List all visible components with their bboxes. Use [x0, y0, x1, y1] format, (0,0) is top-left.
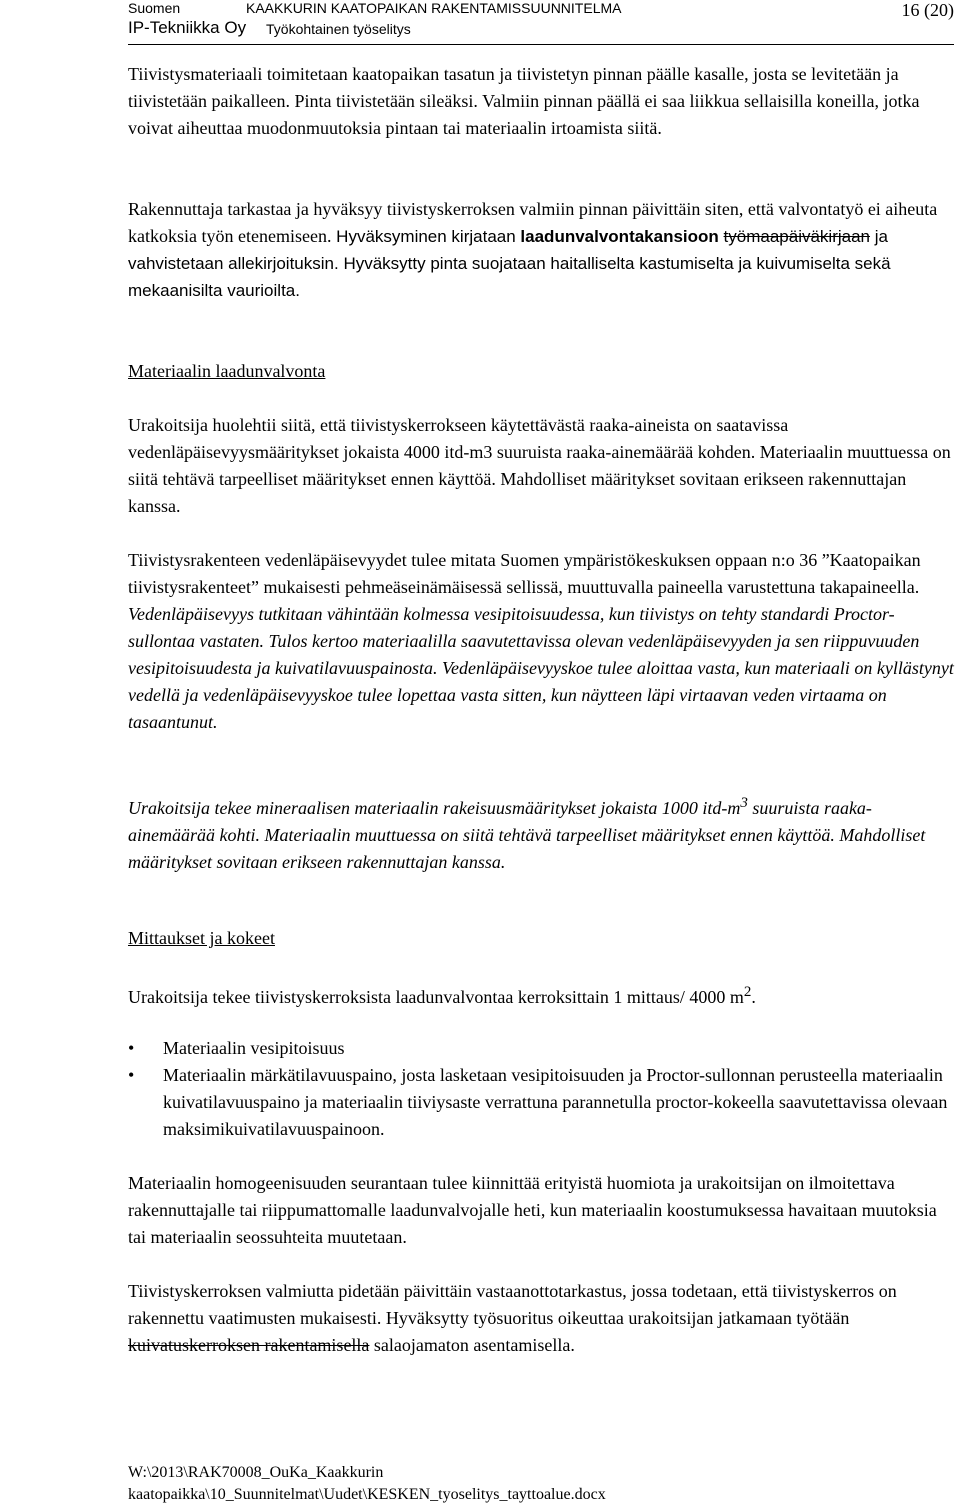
grain-superscript: 3 — [740, 795, 748, 811]
header-subtitle: Työkohtainen työselitys — [266, 21, 411, 37]
acceptance-text: Tiivistyskerroksen valmiutta pidetään päivittäin vastaanottotarkastus, jossa todetaan, että tiivistyskerros on rakennettu vaatimusten mukaisesti. Hyväksytty työsuoritus oikeuttaa urakoitsijan jatkamaan työtään — [128, 1281, 897, 1328]
list-item: • Materiaalin märkätilavuuspaino, josta lasketaan vesipitoisuuden ja Proctor-sullonnan perusteella materiaalin kuivatilavuuspaino ja materiaalin tiiviysaste verrattuna parannetulla proctor-kokeella saavutettavissa olevaan maksimikuivatilavuuspainoon. — [128, 1062, 958, 1143]
paragraph-placement: Tiivistysmateriaali toimitetaan kaatopaikan tasatun ja tiivistetyn pinnan päälle kasalle, josta se levitetään ja tiivistetään paikalleen. Pinta tiivistetään sileäksi. Valmiin pinnan päällä ei saa liikkua sellaisilla koneilla, jotka voivat aiheuttaa muodonmuutoksia pintaan tai materiaalin irtoamista siitä. — [128, 64, 920, 138]
page-footer — [128, 1462, 606, 1506]
bullet-icon: • — [128, 1065, 135, 1085]
acceptance-continuation: salaojamaton asentamisella. — [369, 1335, 575, 1355]
header-company: IP-Tekniikka Oy — [128, 18, 247, 37]
footer-path-line-2: kaatopaikka\10_Suunnitelmat\Uudet\KESKEN_tyoselitys_tayttoalue.docx — [128, 1486, 606, 1503]
frequency-text: Urakoitsija tekee tiivistyskerroksista laadunvalvontaa kerroksittain 1 mittaus/ 4000 m — [128, 987, 744, 1007]
approval-text: Rakennuttaja tarkastaa ja hyväksyy tiivistyskerroksen valmiin pinnan päivittäin siten, että valvontatyö ei aiheuta katkoksia työn etenemiseen. — [128, 199, 938, 246]
approval-record-text: Hyväksyminen kirjataan — [331, 227, 521, 246]
page-number: 16 (20) — [901, 0, 954, 20]
heading-material-quality: Materiaalin laadunvalvonta — [128, 361, 326, 381]
footer-path-line-1: W:\2013\RAK70008_OuKa_Kaakkurin — [128, 1464, 384, 1481]
grain-text: Urakoitsija tekee mineraalisen materiaalin rakeisuusmääritykset jokaista 1000 itd-m — [128, 798, 741, 818]
paragraph-measurement-frequency — [128, 979, 958, 1011]
paragraph-grain-size — [128, 790, 958, 876]
measurement-list — [128, 1035, 958, 1143]
header-org: Suomen — [128, 0, 181, 16]
list-item: • Materiaalin vesipitoisuus — [128, 1035, 958, 1062]
grain-continuation: suuruista raaka-ainemäärää kohti. Materiaalin muuttuessa on siitä tehtävä tarpeelliset määritykset ennen käyttöä. Mahdolliset määritykset sovitaan erikseen rakennuttajan kanssa. — [128, 798, 926, 872]
paragraph-approval — [128, 196, 958, 304]
bullet-icon: • — [128, 1038, 135, 1058]
paragraph-acceptance — [128, 1278, 958, 1359]
frequency-end: . — [751, 987, 756, 1007]
page-header — [128, 0, 954, 45]
deleted-diary-text: työmaapäiväkirjaan — [723, 227, 871, 246]
header-title: KAAKKURIN KAATOPAIKAN RAKENTAMISSUUNNITELMA — [246, 0, 622, 16]
paragraph-homogeneity: Materiaalin homogeenisuuden seurantaan tulee kiinnittää erityistä huomiota ja urakoitsijan on ilmoitettava rakennuttajalle tai riippumattomalle laadunvalvojalle heti, kun materiaalin koostumuksessa havaitaan muutoksia tai materiaalin seossuhteita muutetaan. — [128, 1173, 937, 1247]
approval-folder: laadunvalvontakansioon — [520, 227, 719, 246]
deleted-drainage-text: kuivatuskerroksen rakentamisella — [128, 1335, 370, 1355]
paragraph-permeability-method — [128, 547, 958, 736]
method-italic-text: Vedenläpäisevyys tutkitaan vähintään kolmessa vesipitoisuudessa, kun tiivistys on tehty standardi Proctor-sullontaa vastaten. Tulos kertoo materiaalilla saavutettavissa olevan vedenläpäisevyyden ja sen riippuvuuden vesipitoisuudesta ja kuivatilavuuspainosta. Vedenläpäisevyyskoe tulee aloittaa vasta, kun materiaali on kyllästynyt vedellä ja vedenläpäisevyyskoe tulee lopettaa vasta sitten, kun näytteen läpi virtaavan veden virtaama on tasaantunut. — [128, 604, 954, 732]
paragraph-permeability-tests: Urakoitsija huolehtii siitä, että tiivistyskerrokseen käytettävästä raaka-aineista on saatavissa vedenläpäisevyysmääritykset jokaista 4000 itd-m3 suuruista raaka-ainemäärää kohden. Materiaalin muuttuessa on siitä tehtävä tarpeelliset määritykset ennen käyttöä. Mahdolliset määritykset sovitaan erikseen rakennuttajan kanssa. — [128, 415, 951, 516]
method-text: Tiivistysrakenteen vedenläpäisevyydet tulee mitata Suomen ympäristökeskuksen oppaan n:o 36 ”Kaatopaikan tiivistysrakenteet” mukaisesti pehmeäseinämäisessä sellissä, muuttuvalla paineella varustettuna takapaineella. — [128, 550, 921, 597]
frequency-superscript: 2 — [743, 984, 752, 1000]
heading-measurements: Mittaukset ja kokeet — [128, 928, 275, 948]
approval-continuation: ja vahvistetaan allekirjoituksin. Hyväksytty pinta suojataan haitalliselta kastumiselta ja kuivumiselta sekä mekaanisilta vaurioilta. — [128, 227, 891, 300]
